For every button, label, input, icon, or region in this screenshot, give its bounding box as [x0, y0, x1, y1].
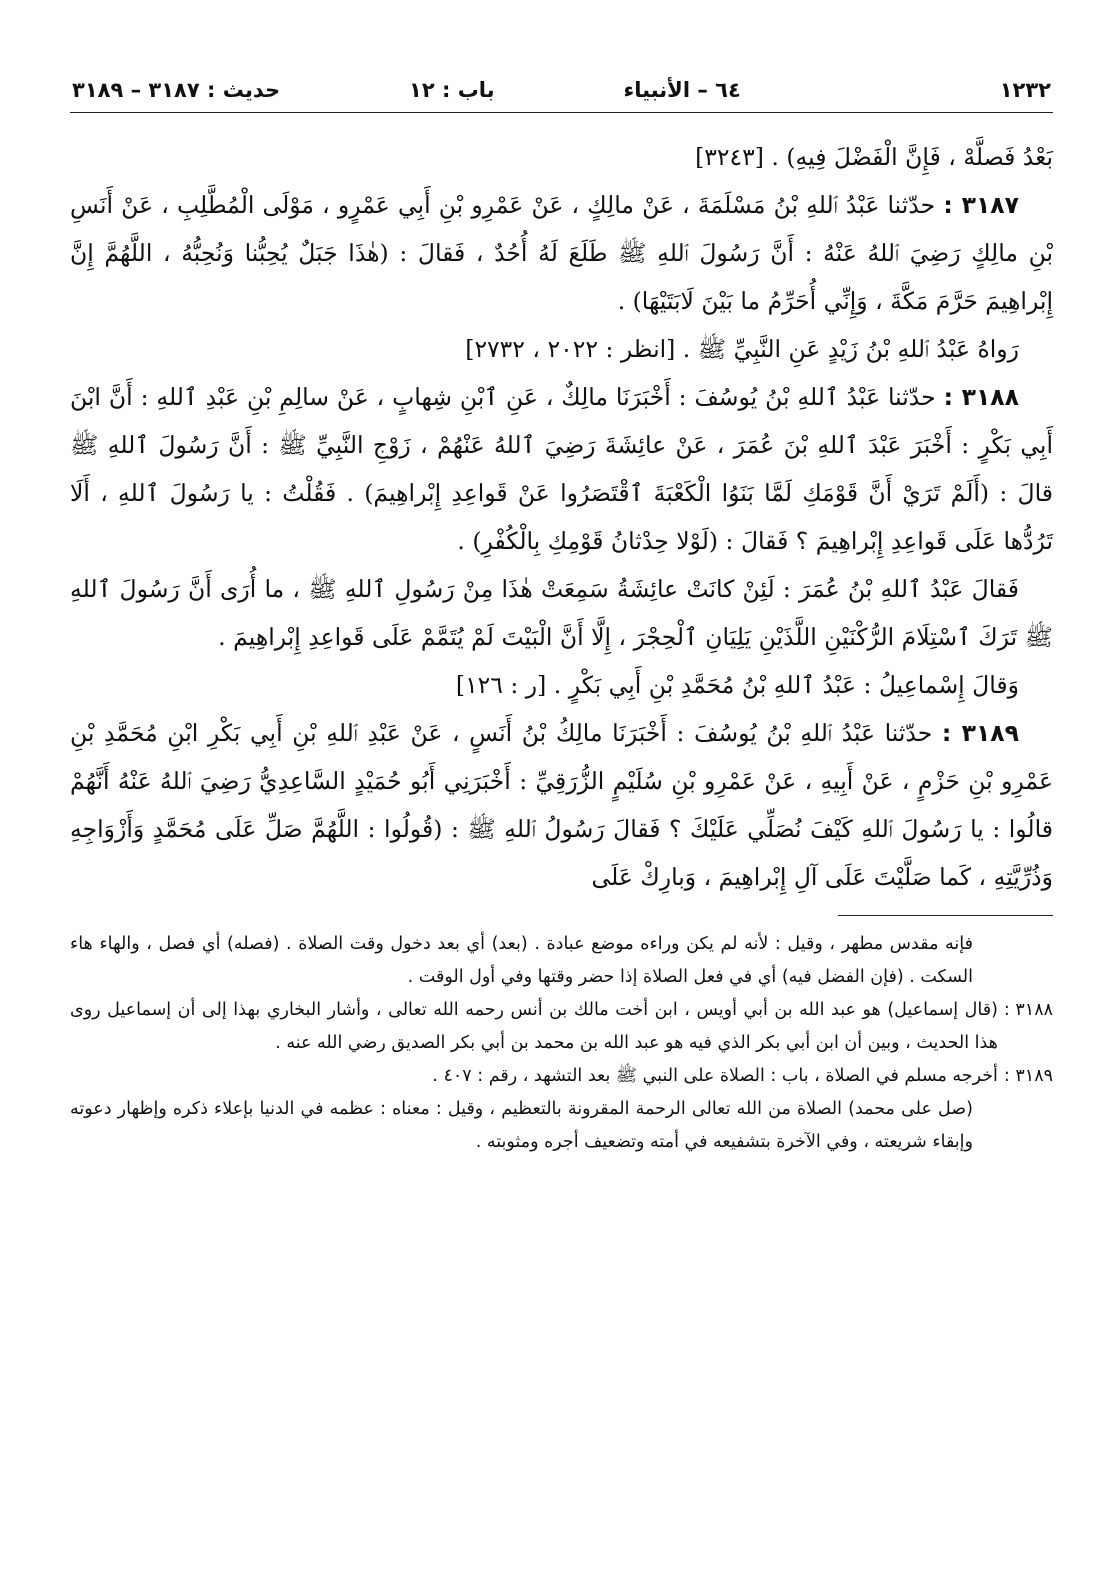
book-title: ٦٤ – الأنبياء [623, 78, 741, 102]
footnote-3189 [70, 1060, 1053, 1093]
footnote-3188 [70, 994, 1053, 1060]
footnote-label: ٣١٨٩ : [1003, 1066, 1053, 1086]
hadith-number: ٣١٨٧ : [943, 191, 1019, 219]
hadith-text: حدّثنا عَبْدُ ٱللهِ بْنُ يُوسُفَ : أَخْبَرَنَا مالِكُ بْنُ أَنَسٍ ، عَنْ عَبْدِ ٱللهِ بْنِ أَبِي بَكْرِ ابْنِ مُحَمَّدِ بْنِ عَمْرِو بْنِ حَزْمٍ ، عَنْ أَبِيهِ ، عَنْ عَمْرِو بْنِ سُلَيْمٍ الزُّرَقِيِّ : أَخْبَرَنِي أَبُو حُمَيْدٍ السَّاعِدِيُّ رَضِيَ ٱللهُ عَنْهُ أَنَّهُمْ قالُوا : يا رَسُولَ ٱللهِ كَيْفَ نُصَلِّي عَلَيْكَ ؟ فَقالَ رَسُولُ ٱللهِ ﷺ : (قُولُوا : اللَّهُمَّ صَلِّ عَلَى مُحَمَّدٍ وَأَزْوَاجِهِ وَذُرِّيَّتِهِ ، كَما صَلَّيْتَ عَلَى آلِ إِبْراهِيمَ ، وَبارِكْ عَلَى [70, 719, 1053, 891]
hadith-3188-comment: فَقالَ عَبْدُ ٱللهِ بْنُ عُمَرَ : لَئِنْ كانَتْ عائِشَةُ سَمِعَتْ هٰذَا مِنْ رَسُولِ ٱللهِ ﷺ ، ما أُرَى أَنَّ رَسُولَ ٱللهِ ﷺ تَرَكَ ٱسْتِلَامَ الرُّكْنَيْنِ اللَّذَيْنِ يَلِيَانِ ٱلْحِجْرَ ، إِلَّا أَنَّ الْبَيْتَ لَمْ يُتَمَّمْ عَلَى قَواعِدِ إِبْراهِيمَ . [70, 575, 1053, 651]
page-header [70, 78, 1053, 113]
hadith-number: ٣١٨٨ : [943, 383, 1019, 411]
footnote-3189-comment: (صل على محمد) الصلاة من الله تعالى الرحمة المقرونة بالتعظيم ، وقيل : معناه : عظمه في الدنيا بإعلاء ذكره وإظهار دعوته وإبقاء شريعته ، وفي الآخرة بتشفيعه في أمته وتضعيف أجره ومثوبته . [70, 1099, 973, 1152]
footnote-text: (قال إسماعيل) هو عبد الله بن أبي أويس ، ابن أخت مالك بن أنس رحمه الله تعالى ، وأشار البخاري بهذا إلى أن إسماعيل روى هذا الحديث ، وبين أن ابن أبي بكر الذي فيه هو عبد الله بن محمد بن أبي بكر الصديق رضي الله عنه . [70, 1000, 998, 1053]
footnotes [70, 928, 1053, 1159]
book-page [70, 78, 1053, 1538]
page-number: ١٢٣٢ [999, 78, 1051, 102]
hadith-number: ٣١٨٩ : [941, 719, 1019, 747]
continued-paragraph: بَعْدُ فَصلَّهْ ، فَإِنَّ الْفَضْلَ فِيهِ) . [٣٢٤٣] [695, 143, 1053, 171]
hadith-text: حدّثنا عَبْدُ ٱللهِ بْنُ يُوسُفَ : أَخْبَرَنَا مالِكٌ ، عَنِ ٱبْنِ شِهابٍ ، عَنْ سالِمِ بْنِ عَبْدِ ٱللهِ : أَنَّ ابْنَ أَبِي بَكْرٍ : أَخْبَرَ عَبْدَ ٱللهِ بْنَ عُمَرَ ، عَنْ عائِشَةَ رَضِيَ ٱللهُ عَنْهُمْ ، زَوْجِ النَّبِيِّ ﷺ : أَنَّ رَسُولَ ٱللهِ ﷺ قالَ : (أَلَمْ تَرَيْ أَنَّ قَوْمَكِ لَمَّا بَنَوُا الْكَعْبَةَ ٱقْتَصَرُوا عَنْ قَواعِدِ إِبْراهِيمَ) . فَقُلْتُ : يا رَسُولَ ٱللهِ ، أَلَا تَرُدُّها عَلَى قَواعِدِ إِبْراهِيمَ ؟ فَقالَ : (لَوْلا حِدْثانُ قَوْمِكِ بِالْكُفْرِ) . [70, 383, 1053, 555]
riwaya-paragraph: رَواهُ عَبْدُ ٱللهِ بْنُ زَيْدٍ عَنِ النَّبِيِّ ﷺ . [انظر : ٢٠٢٢ ، ٢٧٣٢] [465, 335, 1019, 363]
hadith-3188-note: وَقالَ إِسْماعِيلُ : عَبْدُ ٱللهِ بْنُ مُحَمَّدِ بْنِ أَبِي بَكْرٍ . [ر : ١٢٦] [455, 671, 1019, 699]
hadith-3187 [70, 181, 1053, 325]
footnote-label: ٣١٨٨ : [1003, 1000, 1053, 1020]
chapter-label: باب : ١٢ [409, 78, 495, 102]
main-text [70, 133, 1053, 901]
hadith-text: حدّثنا عَبْدُ ٱللهِ بْنُ مَسْلَمَةَ ، عَنْ مالِكٍ ، عَنْ عَمْرِو بْنِ أَبِي عَمْرٍو ، مَوْلَى الْمُطَّلِبِ ، عَنْ أَنَسِ بْنِ مالِكٍ رَضِيَ ٱللهُ عَنْهُ : أَنَّ رَسُولَ ٱللهِ ﷺ طَلَعَ لَهُ أُحُدٌ ، فَقالَ : (هٰذَا جَبَلٌ يُحِبُّنا وَنُحِبُّهُ ، اللَّهُمَّ إِنَّ إِبْراهِيمَ حَرَّمَ مَكَّةَ ، وَإِنِّي أُحَرِّمُ ما بَيْنَ لَابَتَيْهَا) . [70, 191, 1053, 315]
hadith-3189 [70, 709, 1053, 901]
hadith-3188 [70, 373, 1053, 565]
footnote-divider [838, 915, 1053, 916]
footnote-continued: فإنه مقدس مطهر ، وقيل : لأنه لم يكن وراءه موضع عبادة . (بعد) أي بعد دخول وقت الصلاة . (فصله) أي فصل ، والهاء هاء السكت . (فإن الفضل فيه) أي في فعل الصلاة إذا حضر وقتها وفي أول الوقت . [70, 934, 973, 987]
footnote-text: أخرجه مسلم في الصلاة ، باب : الصلاة على النبي ﷺ بعد التشهد ، رقم : ٤٠٧ . [432, 1066, 998, 1086]
hadith-range: حديث : ٣١٨٧ – ٣١٨٩ [72, 78, 281, 102]
